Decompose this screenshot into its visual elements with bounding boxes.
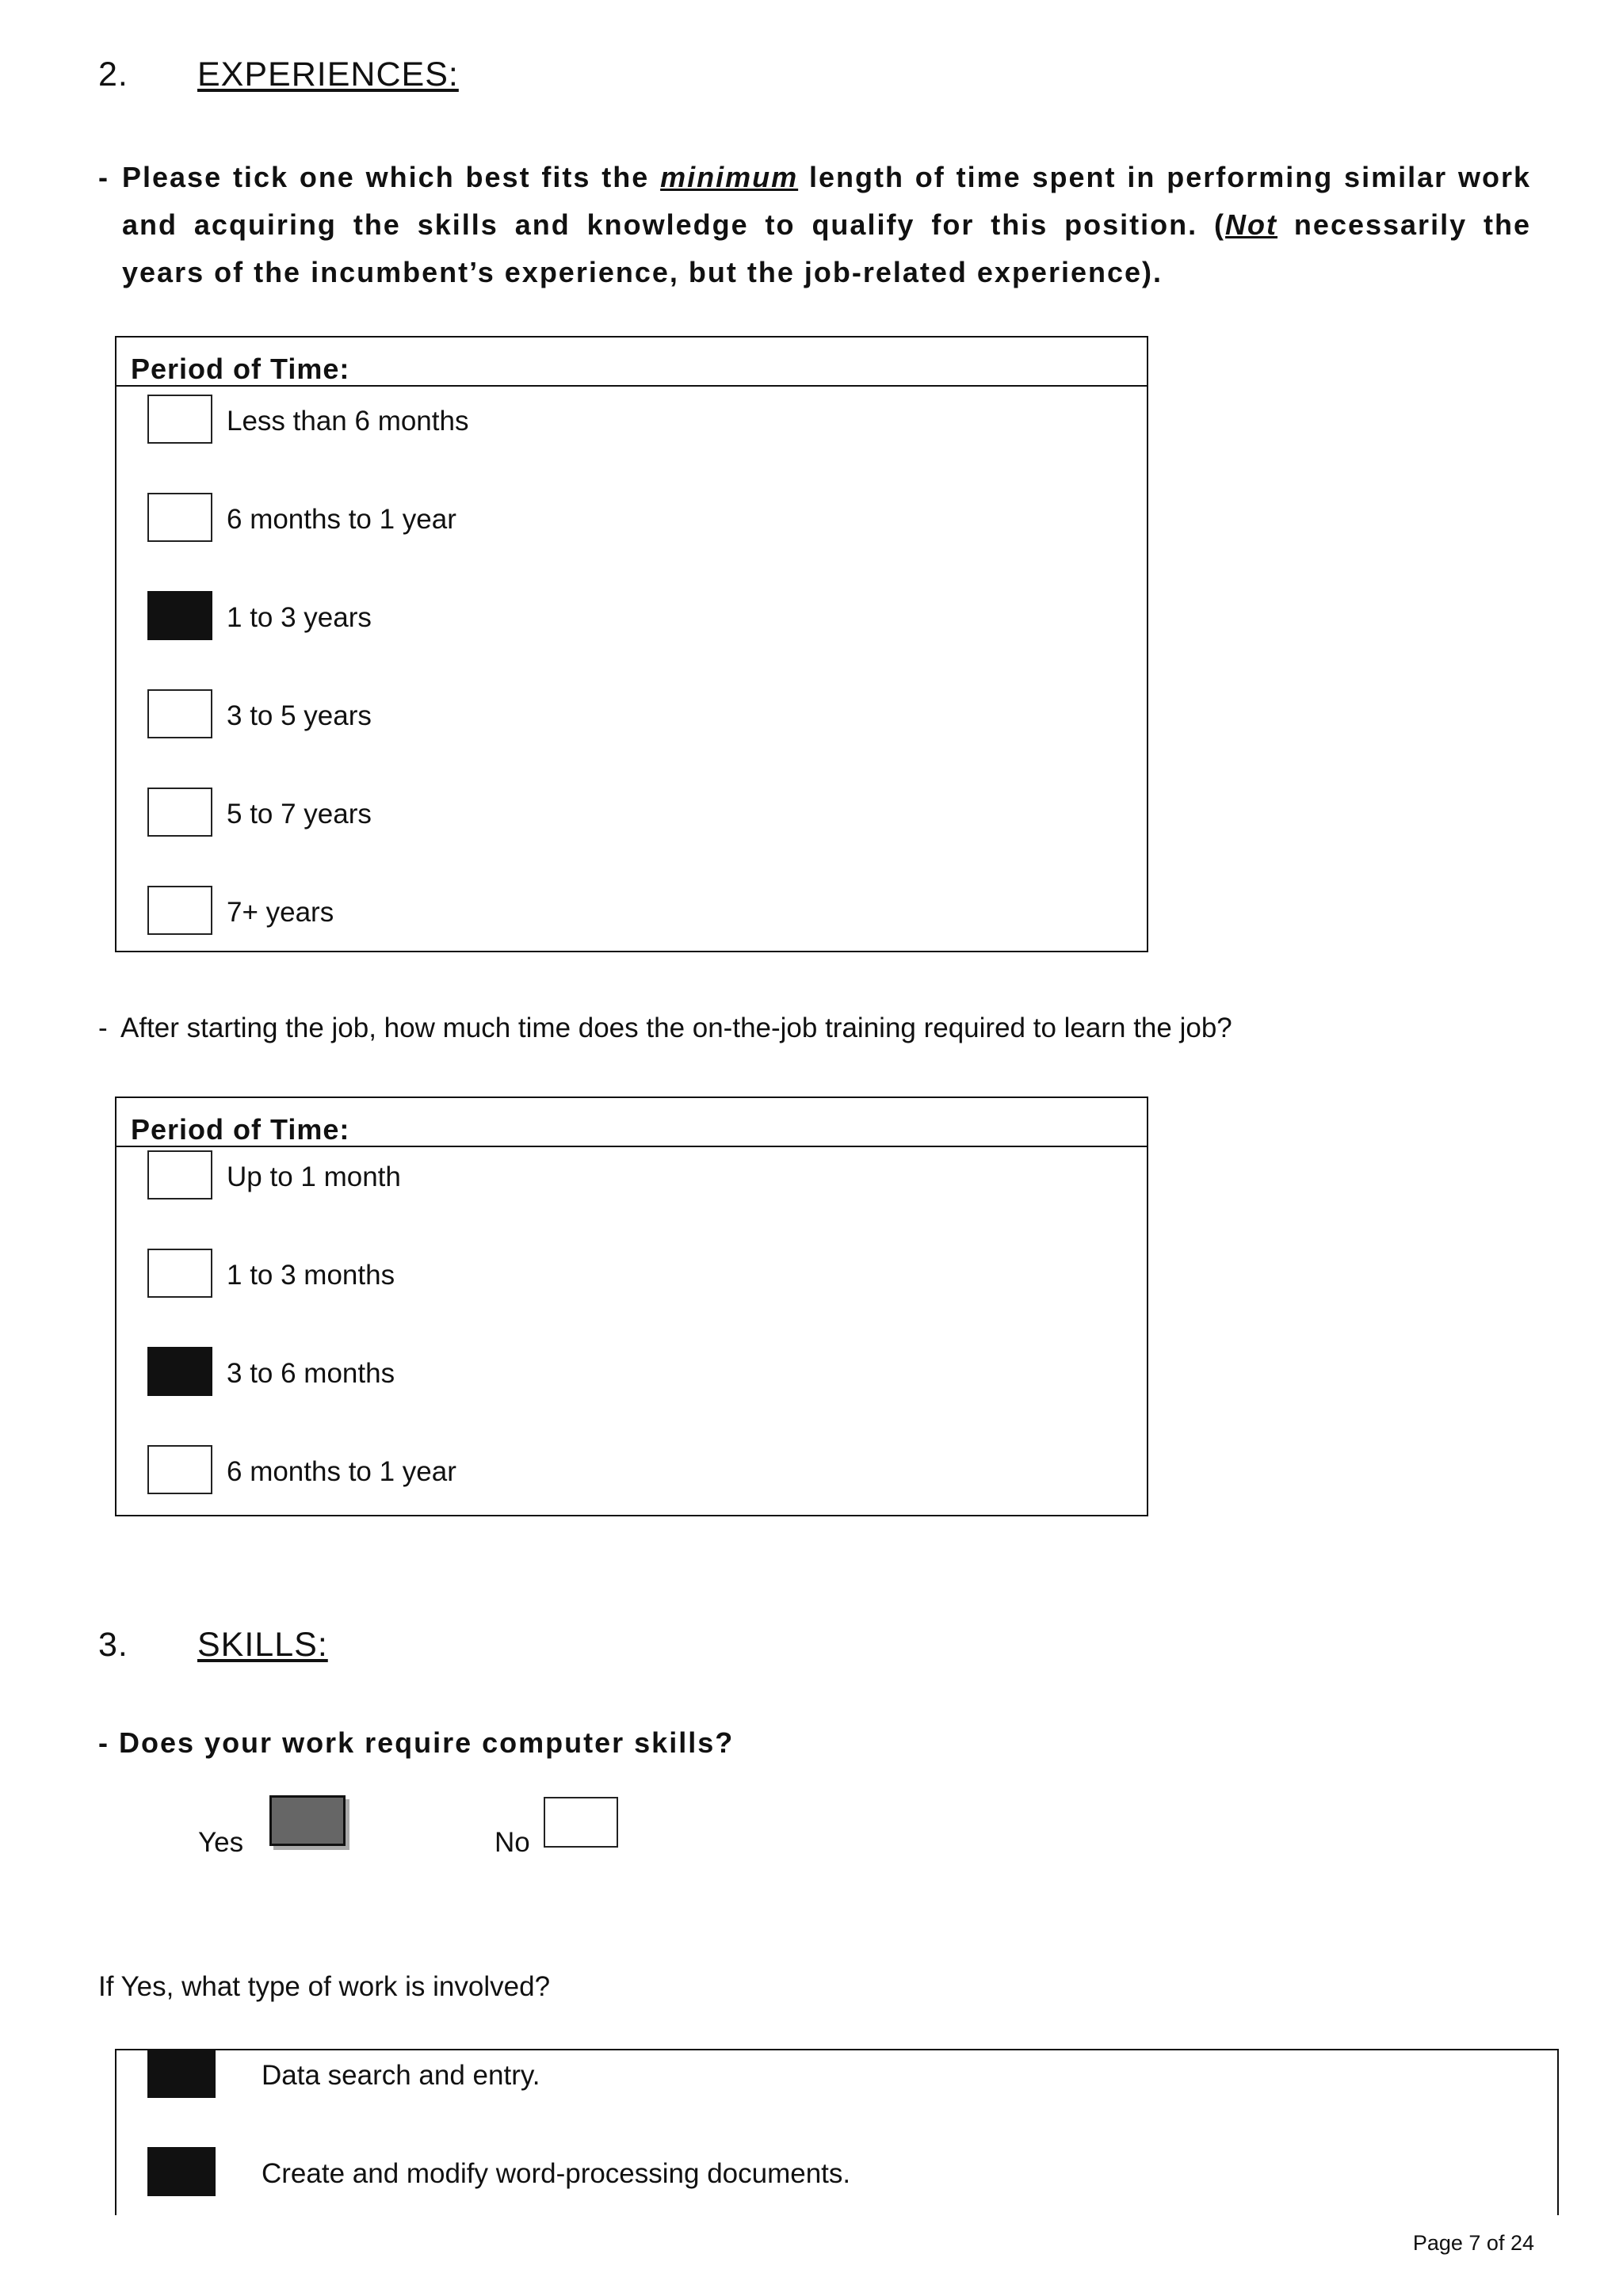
option-label: Data search and entry. <box>262 2060 540 2091</box>
section-3-heading <box>98 1626 653 1673</box>
option-checkbox[interactable] <box>147 493 212 542</box>
option-label: 6 months to 1 year <box>227 504 456 535</box>
option-label: 3 to 5 years <box>227 700 372 731</box>
work-type-question: If Yes, what type of work is involved? <box>98 1971 551 2002</box>
option-label: 1 to 3 months <box>227 1260 395 1291</box>
experience-instruction: Please tick one which best fits the minimum length of time spent in performing similar work and acquiring the skills and knowledge to qualify for this position. (Not necessarily the years of the incumbent’s experience, but the job-related experience). <box>122 161 1531 288</box>
bullet-dash: - <box>98 161 109 193</box>
option-checkbox[interactable] <box>147 1347 212 1396</box>
option-label: 5 to 7 years <box>227 799 372 830</box>
section-2-heading <box>98 55 653 103</box>
option-label: Create and modify word-processing documents. <box>262 2158 851 2189</box>
section-number: 2. <box>98 55 128 93</box>
yes-checkbox[interactable] <box>269 1795 346 1846</box>
option-checkbox[interactable] <box>147 2147 216 2196</box>
option-checkbox[interactable] <box>147 591 212 640</box>
training-question: After starting the job, how much time does the on-the-job training required to learn the job? <box>120 1013 1232 1043</box>
option-checkbox[interactable] <box>147 788 212 837</box>
page-number: Page 7 of 24 <box>1412 2231 1534 2255</box>
option-label: 7+ years <box>227 897 334 928</box>
section-title: EXPERIENCES: <box>197 55 459 93</box>
emphasis-not: Not <box>1225 208 1278 241</box>
option-label: Up to 1 month <box>227 1161 401 1192</box>
period-of-time-header: Period of Time: <box>116 1098 1147 1147</box>
option-checkbox[interactable] <box>147 2049 216 2098</box>
no-checkbox[interactable] <box>544 1797 618 1848</box>
training-period-box <box>115 1097 1148 1516</box>
option-label: 1 to 3 years <box>227 602 372 633</box>
option-checkbox[interactable] <box>147 395 212 444</box>
bullet-dash: - <box>98 1013 108 1043</box>
emphasis-minimum: minimum <box>660 161 799 193</box>
option-label: 6 months to 1 year <box>227 1456 456 1487</box>
no-label: No <box>495 1827 530 1858</box>
option-checkbox[interactable] <box>147 1249 212 1298</box>
period-of-time-header: Period of Time: <box>116 338 1147 387</box>
option-checkbox[interactable] <box>147 1445 212 1494</box>
option-checkbox[interactable] <box>147 689 212 738</box>
section-number: 3. <box>98 1626 128 1664</box>
option-label: Less than 6 months <box>227 406 469 437</box>
option-label: 3 to 6 months <box>227 1358 395 1389</box>
option-checkbox[interactable] <box>147 1150 212 1199</box>
computer-skills-question: - Does your work require computer skills? <box>98 1726 735 1759</box>
section-title: SKILLS: <box>197 1626 328 1664</box>
option-checkbox[interactable] <box>147 886 212 935</box>
yes-label: Yes <box>198 1827 244 1858</box>
